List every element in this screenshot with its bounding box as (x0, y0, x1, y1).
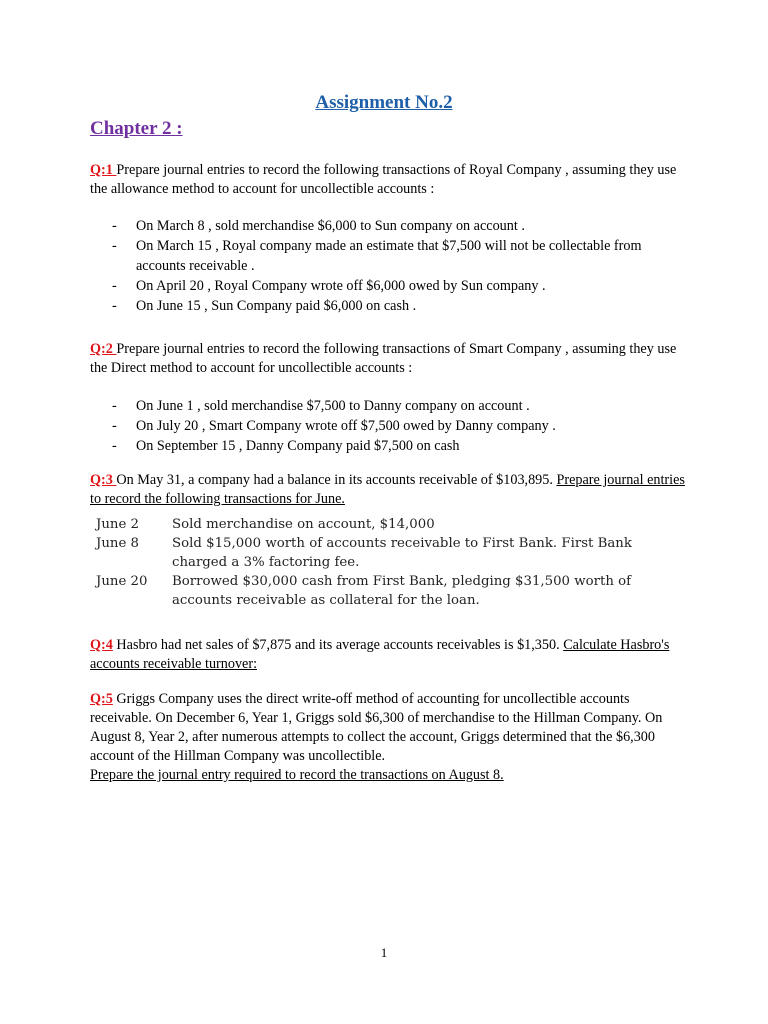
list-item-text: On June 15 , Sun Company paid $6,000 on cash . (136, 298, 417, 314)
list-item: - On April 20 , Royal Company wrote off $6,000 owed by Sun company . (112, 278, 546, 294)
question-1-text: Prepare journal entries to record the following transactions of Royal Company , assuming they use the allowance method to account for uncollectible accounts : (90, 162, 677, 197)
table-row (96, 515, 636, 534)
chapter-heading: Chapter 2 : (90, 118, 183, 139)
transaction-description: Sold merchandise on account, $14,000 (172, 517, 435, 532)
question-2 (90, 340, 690, 378)
page-number: 1 (380, 945, 388, 960)
question-4 (90, 636, 690, 674)
question-2-text: Prepare journal entries to record the following transactions of Smart Company , assuming they use the Direct method to account for uncollectible accounts : (90, 341, 677, 376)
question-5 (90, 690, 690, 785)
list-item: - On March 8 , sold merchandise $6,000 to Sun company on account . (112, 218, 525, 234)
transactions-table (96, 515, 636, 610)
list-item-text: On March 15 , Royal company made an estimate that $7,500 will not be collectable from accounts receivable . (136, 238, 642, 274)
transaction-date: June 2 (96, 517, 140, 532)
question-1 (90, 161, 690, 199)
question-5-text: Griggs Company uses the direct write-off method of accounting for uncollectible accounts receivable. On December 6, Year 1, Griggs sold $6,300 of merchandise to the Hillman Company. On August 8, Year 2, after numerous attempts to collect the account, Griggs determined that the $6,300 account of the Hillman Company was uncollectible. (90, 691, 663, 764)
list-item-text: On July 20 , Smart Company wrote off $7,500 owed by Danny company . (136, 418, 556, 434)
question-4-text: Hasbro had net sales of $7,875 and its average accounts receivables is $1,350. (112, 637, 564, 653)
transaction-date: June 20 (96, 574, 148, 589)
question-2-list (112, 396, 692, 456)
transaction-date: June 8 (96, 536, 140, 551)
transaction-description: Sold $15,000 worth of accounts receivable to First Bank. First Bank charged a 3% factoring fee. (172, 536, 632, 570)
question-3-label: Q:3 (90, 472, 117, 488)
question-1-list (112, 216, 692, 316)
list-item: - On June 15 , Sun Company paid $6,000 on cash . (112, 298, 417, 314)
transaction-description: Borrowed $30,000 cash from First Bank, pledging $31,500 worth of accounts receivable as collateral for the loan. (172, 574, 632, 608)
question-3-instruction: Prepare journal entries to record the following transactions for June. (90, 472, 685, 507)
list-item: - On June 1 , sold merchandise $7,500 to Danny company on account . (112, 398, 530, 414)
list-item-text: On June 1 , sold merchandise $7,500 to Danny company on account . (136, 398, 530, 414)
list-item-text: On April 20 , Royal Company wrote off $6,000 owed by Sun company . (136, 278, 546, 294)
question-2-label: Q:2 (90, 341, 117, 357)
question-4-label: Q:4 (90, 637, 113, 653)
assignment-title: Assignment No.2 (315, 92, 453, 113)
list-item-text: On September 15 , Danny Company paid $7,500 on cash (136, 438, 460, 454)
question-1-label: Q:1 (90, 162, 117, 178)
table-row (96, 572, 636, 610)
list-item: - On July 20 , Smart Company wrote off $7,500 owed by Danny company . (112, 418, 556, 434)
question-4-instruction: Calculate Hasbro's accounts receivable turnover: (90, 637, 670, 672)
question-3 (90, 471, 690, 509)
list-item: - On March 15 , Royal company made an estimate that $7,500 will not be collectable from accounts receivable . (112, 238, 642, 274)
list-item: - On September 15 , Danny Company paid $7,500 on cash (112, 438, 460, 454)
list-item-text: On March 8 , sold merchandise $6,000 to Sun company on account . (136, 218, 525, 234)
question-5-label: Q:5 (90, 691, 113, 707)
question-3-text: On May 31, a company had a balance in its accounts receivable of $103,895. (116, 472, 557, 488)
table-row (96, 534, 636, 572)
question-5-instruction: Prepare the journal entry required to record the transactions on August 8. (90, 767, 504, 783)
